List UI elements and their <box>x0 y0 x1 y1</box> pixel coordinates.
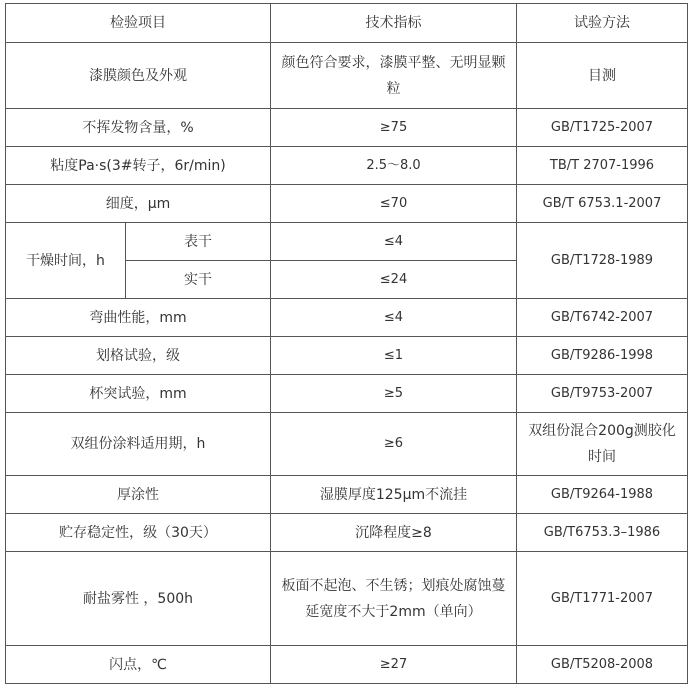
method-cell: GB/T6753.3–1986 <box>517 514 688 552</box>
item-cell: 双组份涂料适用期，h <box>6 413 271 476</box>
table-row <box>6 109 688 147</box>
group-cell: 干燥时间，h <box>6 223 126 299</box>
table-row <box>6 476 688 514</box>
header-row <box>6 4 688 43</box>
item-cell: 粘度Pa·s(3#转子，6r/min) <box>6 147 271 185</box>
header-spec: 技术指标 <box>271 4 517 43</box>
spec-cell: ≤24 <box>271 261 517 299</box>
header-item: 检验项目 <box>6 4 271 43</box>
table-row <box>6 185 688 223</box>
spec-cell: 颜色符合要求，漆膜平整、无明显颗粒 <box>271 43 517 109</box>
table-row <box>6 147 688 185</box>
method-cell: TB/T 2707-1996 <box>517 147 688 185</box>
item-cell: 漆膜颜色及外观 <box>6 43 271 109</box>
method-cell: GB/T1728-1989 <box>517 223 688 299</box>
spec-cell: 2.5～8.0 <box>271 147 517 185</box>
table-row <box>6 375 688 413</box>
method-cell: GB/T9753-2007 <box>517 375 688 413</box>
item-cell: 划格试验，级 <box>6 337 271 375</box>
table-row <box>6 223 688 261</box>
method-cell: 双组份混合200g测胶化时间 <box>517 413 688 476</box>
item-cell: 厚涂性 <box>6 476 271 514</box>
table-row <box>6 514 688 552</box>
spec-cell: 湿膜厚度125μm不流挂 <box>271 476 517 514</box>
table-row <box>6 413 688 476</box>
inspection-table <box>5 3 688 684</box>
spec-cell: ≤1 <box>271 337 517 375</box>
table-row <box>6 299 688 337</box>
table-row <box>6 646 688 684</box>
method-cell: GB/T1771-2007 <box>517 552 688 646</box>
table-row <box>6 337 688 375</box>
item-cell: 杯突试验，mm <box>6 375 271 413</box>
item-cell: 弯曲性能，mm <box>6 299 271 337</box>
item-cell: 闪点，℃ <box>6 646 271 684</box>
method-cell: GB/T1725-2007 <box>517 109 688 147</box>
table-row <box>6 43 688 109</box>
table-row <box>6 552 688 646</box>
method-cell: GB/T9286-1998 <box>517 337 688 375</box>
header-method: 试验方法 <box>517 4 688 43</box>
spec-cell: ≥75 <box>271 109 517 147</box>
spec-cell: 沉降程度≥8 <box>271 514 517 552</box>
item-cell: 细度，μm <box>6 185 271 223</box>
spec-cell: ≤4 <box>271 299 517 337</box>
item-cell: 耐盐雾性 ，500h <box>6 552 271 646</box>
method-cell: GB/T5208-2008 <box>517 646 688 684</box>
sub-item-cell: 实干 <box>126 261 271 299</box>
method-cell: GB/T 6753.1-2007 <box>517 185 688 223</box>
spec-cell: ≥5 <box>271 375 517 413</box>
spec-cell: ≤70 <box>271 185 517 223</box>
item-cell: 不挥发物含量，% <box>6 109 271 147</box>
spec-cell: ≥6 <box>271 413 517 476</box>
method-cell: GB/T9264-1988 <box>517 476 688 514</box>
method-cell: GB/T6742-2007 <box>517 299 688 337</box>
spec-cell: 板面不起泡、不生锈；划痕处腐蚀蔓延宽度不大于2mm（单向） <box>271 552 517 646</box>
sub-item-cell: 表干 <box>126 223 271 261</box>
spec-cell: ≤4 <box>271 223 517 261</box>
method-cell: 目测 <box>517 43 688 109</box>
item-cell: 贮存稳定性，级（30天） <box>6 514 271 552</box>
spec-cell: ≥27 <box>271 646 517 684</box>
